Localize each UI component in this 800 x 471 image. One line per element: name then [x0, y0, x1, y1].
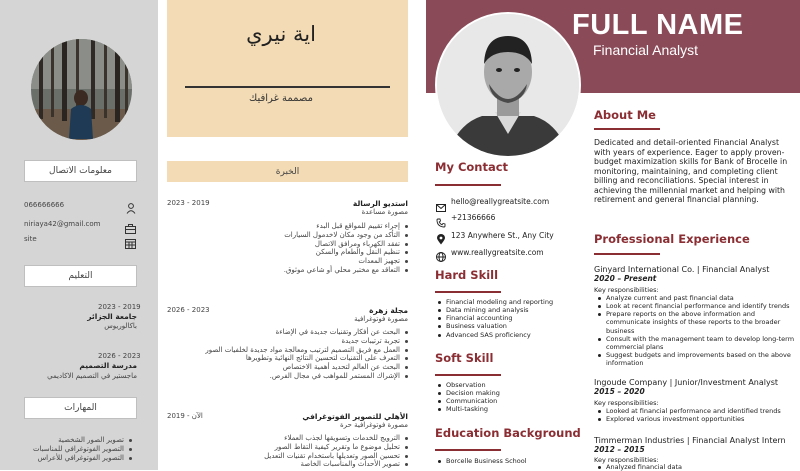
job-1-bullets	[596, 294, 796, 367]
exp-bullet: التعرف على التقنيات لتحسين النتائج النهائية وتطويرها	[172, 354, 408, 363]
soft-skill-item: Communication	[436, 397, 586, 405]
experience-heading-en: Professional Experience	[594, 232, 750, 246]
exp-bullet: التعاقد مع مختبر محلي أو شاعي موثوق.	[220, 266, 408, 275]
exp-bullet: تحسين الصور وتعديلها باستخدام تقنيات التعديل	[220, 452, 408, 461]
job-1-resp-label: Key responsibilities:	[594, 286, 659, 294]
job-1-dates: 2020 – Present	[594, 274, 657, 283]
soft-skill-item: Observation	[436, 381, 586, 389]
soft-skill-underline	[435, 374, 501, 376]
exp-bullet: الترويج للخدمات وتسويقها لجذب العملاء	[220, 434, 408, 443]
hard-skill-heading: Hard Skill	[435, 268, 499, 282]
globe-icon	[436, 247, 446, 266]
arabic-name: اية نيري	[246, 22, 316, 46]
exp-bullet: تفقد الكهرباء ومرافق الاتصال	[220, 240, 408, 249]
experience-heading-text: الخبرة	[275, 166, 300, 177]
soft-skill-heading: Soft Skill	[435, 351, 494, 365]
exp-1-company: استديو الرسالة	[352, 199, 408, 208]
about-text: Dedicated and detail-oriented Financial Analyst with years of experience. Eager to apply proven-budget maximization skills for Bank of Brocelle in monitoring, maintaining, and completing client billing and reconciliations. Special interest in achieving the millennial market and helping with retirement and general financial planning.	[594, 138, 788, 205]
soft-skills-list	[436, 381, 586, 414]
name-banner	[167, 0, 408, 137]
contact-info-heading-text: معلومات الاتصال	[49, 166, 112, 176]
job-3-company: Timmerman Industries | Financial Analyst Intern	[594, 436, 786, 445]
job-title: Financial Analyst	[593, 42, 699, 58]
exp-1-years: 2023 - 2019	[167, 199, 210, 207]
edu-2-years: 2026 - 2023	[98, 352, 141, 360]
exp-2-years: 2026 - 2023	[167, 306, 210, 314]
hard-skills-list	[436, 298, 586, 339]
education-background-heading: Education Background	[435, 426, 581, 440]
hard-skill-item: Data mining and analysis	[436, 306, 586, 314]
skills-heading	[24, 397, 137, 419]
job-3-resp-label: Key responsibilities:	[594, 456, 659, 464]
hard-skill-item: Advanced SAS proficiency	[436, 331, 586, 339]
profile-photo-forest	[31, 39, 132, 140]
exp-1-bullets	[220, 222, 408, 275]
exp-3-role: مصورة فوتوغرافية حرة	[340, 421, 408, 429]
exp-bullet: تجربة ترتيبات جديدة	[172, 337, 408, 346]
exp-bullet: التأكد من وجود مكان لاخدمول السيارات	[220, 231, 408, 240]
job-bullet: Look at recent financial performance and identify trends	[596, 302, 796, 310]
hard-skill-item: Business valuation	[436, 322, 586, 330]
about-heading: About Me	[594, 108, 656, 122]
contact-heading: My Contact	[435, 160, 509, 174]
skills-list	[20, 436, 132, 462]
name-divider	[185, 86, 390, 88]
contact-phone: +21366666	[451, 213, 496, 222]
skills-heading-text: المهارات	[64, 403, 97, 413]
job-2-resp-label: Key responsibilities:	[594, 399, 659, 407]
exp-2-role: مصورة فوتوغرافية	[354, 315, 408, 323]
about-underline	[594, 128, 660, 130]
job-2-company: Ingoude Company | Junior/Investment Analyst	[594, 378, 779, 387]
exp-2-company: مجلة زهرة	[369, 306, 408, 315]
education-underline	[435, 449, 501, 451]
exp-bullet: البحث عن العالم لتحديد أهمية الاختصاص	[172, 363, 408, 372]
contact-website[interactable]: www.reallygreatsite.com	[451, 248, 544, 257]
skill-item: تصوير الصور الشخصية	[20, 436, 132, 445]
edu-2-school: مدرسة التصميم	[79, 361, 137, 370]
exp-bullet: تصوير الأحداث والمناسبات الخاصة	[220, 460, 408, 469]
contact-email[interactable]: hello@reallygreatsite.com	[451, 197, 550, 206]
exp-bullet: العمل مع فريق التصميم لترتيب ومعالجة مواد جديدة لخلفيات الصور	[172, 346, 408, 355]
job-bullet: Looked at financial performance and identified trends	[596, 407, 796, 415]
soft-skill-item: Decision making	[436, 389, 586, 397]
soft-skill-item: Multi-tasking	[436, 405, 586, 413]
job-bullet: Explored various investment opportunities	[596, 415, 796, 423]
contact-underline	[435, 184, 501, 186]
hard-skill-underline	[435, 291, 501, 293]
exp-2-bullets	[172, 328, 408, 381]
job-1-company: Ginyard International Co. | Financial Analyst	[594, 265, 770, 274]
job-bullet: Suggest budgets and improvements based on the above information	[596, 351, 796, 367]
exp-bullet: البحث عن أفكار وتقنيات جديدة في الإضاءة	[172, 328, 408, 337]
experience-underline-en	[594, 253, 660, 255]
contact-address: 123 Anywhere St., Any City	[451, 231, 554, 240]
hard-skill-item: Financial modeling and reporting	[436, 298, 586, 306]
exp-bullet: الإشراك المستمر للمواهب في مجال الفرص.	[172, 372, 408, 381]
experience-heading	[167, 161, 408, 182]
job-bullet: Prepare reports on the above information and communicate insights of these reports to the broader business	[596, 310, 796, 334]
job-bullet: Analyze current and past financial data	[596, 294, 796, 302]
job-2-bullets	[596, 407, 796, 423]
profile-photo-man	[435, 12, 581, 158]
phone-number: 066666666	[24, 201, 65, 209]
edu-1-degree: باكالوريوس	[104, 322, 137, 330]
job-2-dates: 2015 – 2020	[594, 387, 645, 396]
exp-bullet: تنظيم النقل والطعام والسكن	[220, 248, 408, 257]
education-list	[436, 457, 586, 465]
job-bullet: Consult with the management team to develop long-term commercial plans	[596, 335, 796, 351]
exp-3-years: 2019 - الآن	[167, 412, 203, 420]
education-item: Borcelle Business School	[436, 457, 586, 465]
contact-info-heading	[24, 160, 137, 182]
calendar-grid-icon	[125, 234, 136, 253]
education-heading-text: التعليم	[68, 271, 93, 281]
exp-3-company: الأهلي للتصوير الفوتوغرافي	[302, 412, 408, 421]
website-link[interactable]: site	[24, 235, 37, 243]
education-heading	[24, 265, 137, 287]
user-icon	[126, 199, 136, 218]
exp-bullet: تحليل موضوع ما وتقرير كيفية التقاط الصور	[220, 443, 408, 452]
full-name: FULL NAME	[572, 9, 744, 41]
exp-bullet: تجهيز المعدات	[220, 257, 408, 266]
exp-1-role: مصورة مساعدة	[361, 208, 408, 216]
hard-skill-item: Financial accounting	[436, 314, 586, 322]
edu-1-years: 2023 - 2019	[98, 303, 141, 311]
job-bullet: Analyzed financial data	[596, 463, 796, 471]
exp-3-bullets	[220, 434, 408, 469]
skill-item: التصوير الفوتوغرافي للمناسبات	[20, 445, 132, 454]
arabic-job-title: مصممة غرافيك	[249, 93, 313, 104]
email-address: niriaya42@gmail.com	[24, 220, 101, 228]
job-3-dates: 2012 – 2015	[594, 445, 645, 454]
skill-item: التصوير الفوتوغرافي للأعراس	[20, 454, 132, 463]
edu-1-school: جامعة الجزائر	[87, 312, 137, 321]
edu-2-degree: ماجستير في التصميم الاكاديمي	[47, 372, 137, 380]
exp-bullet: إجراء تقييم للمواقع قبل البدء	[220, 222, 408, 231]
